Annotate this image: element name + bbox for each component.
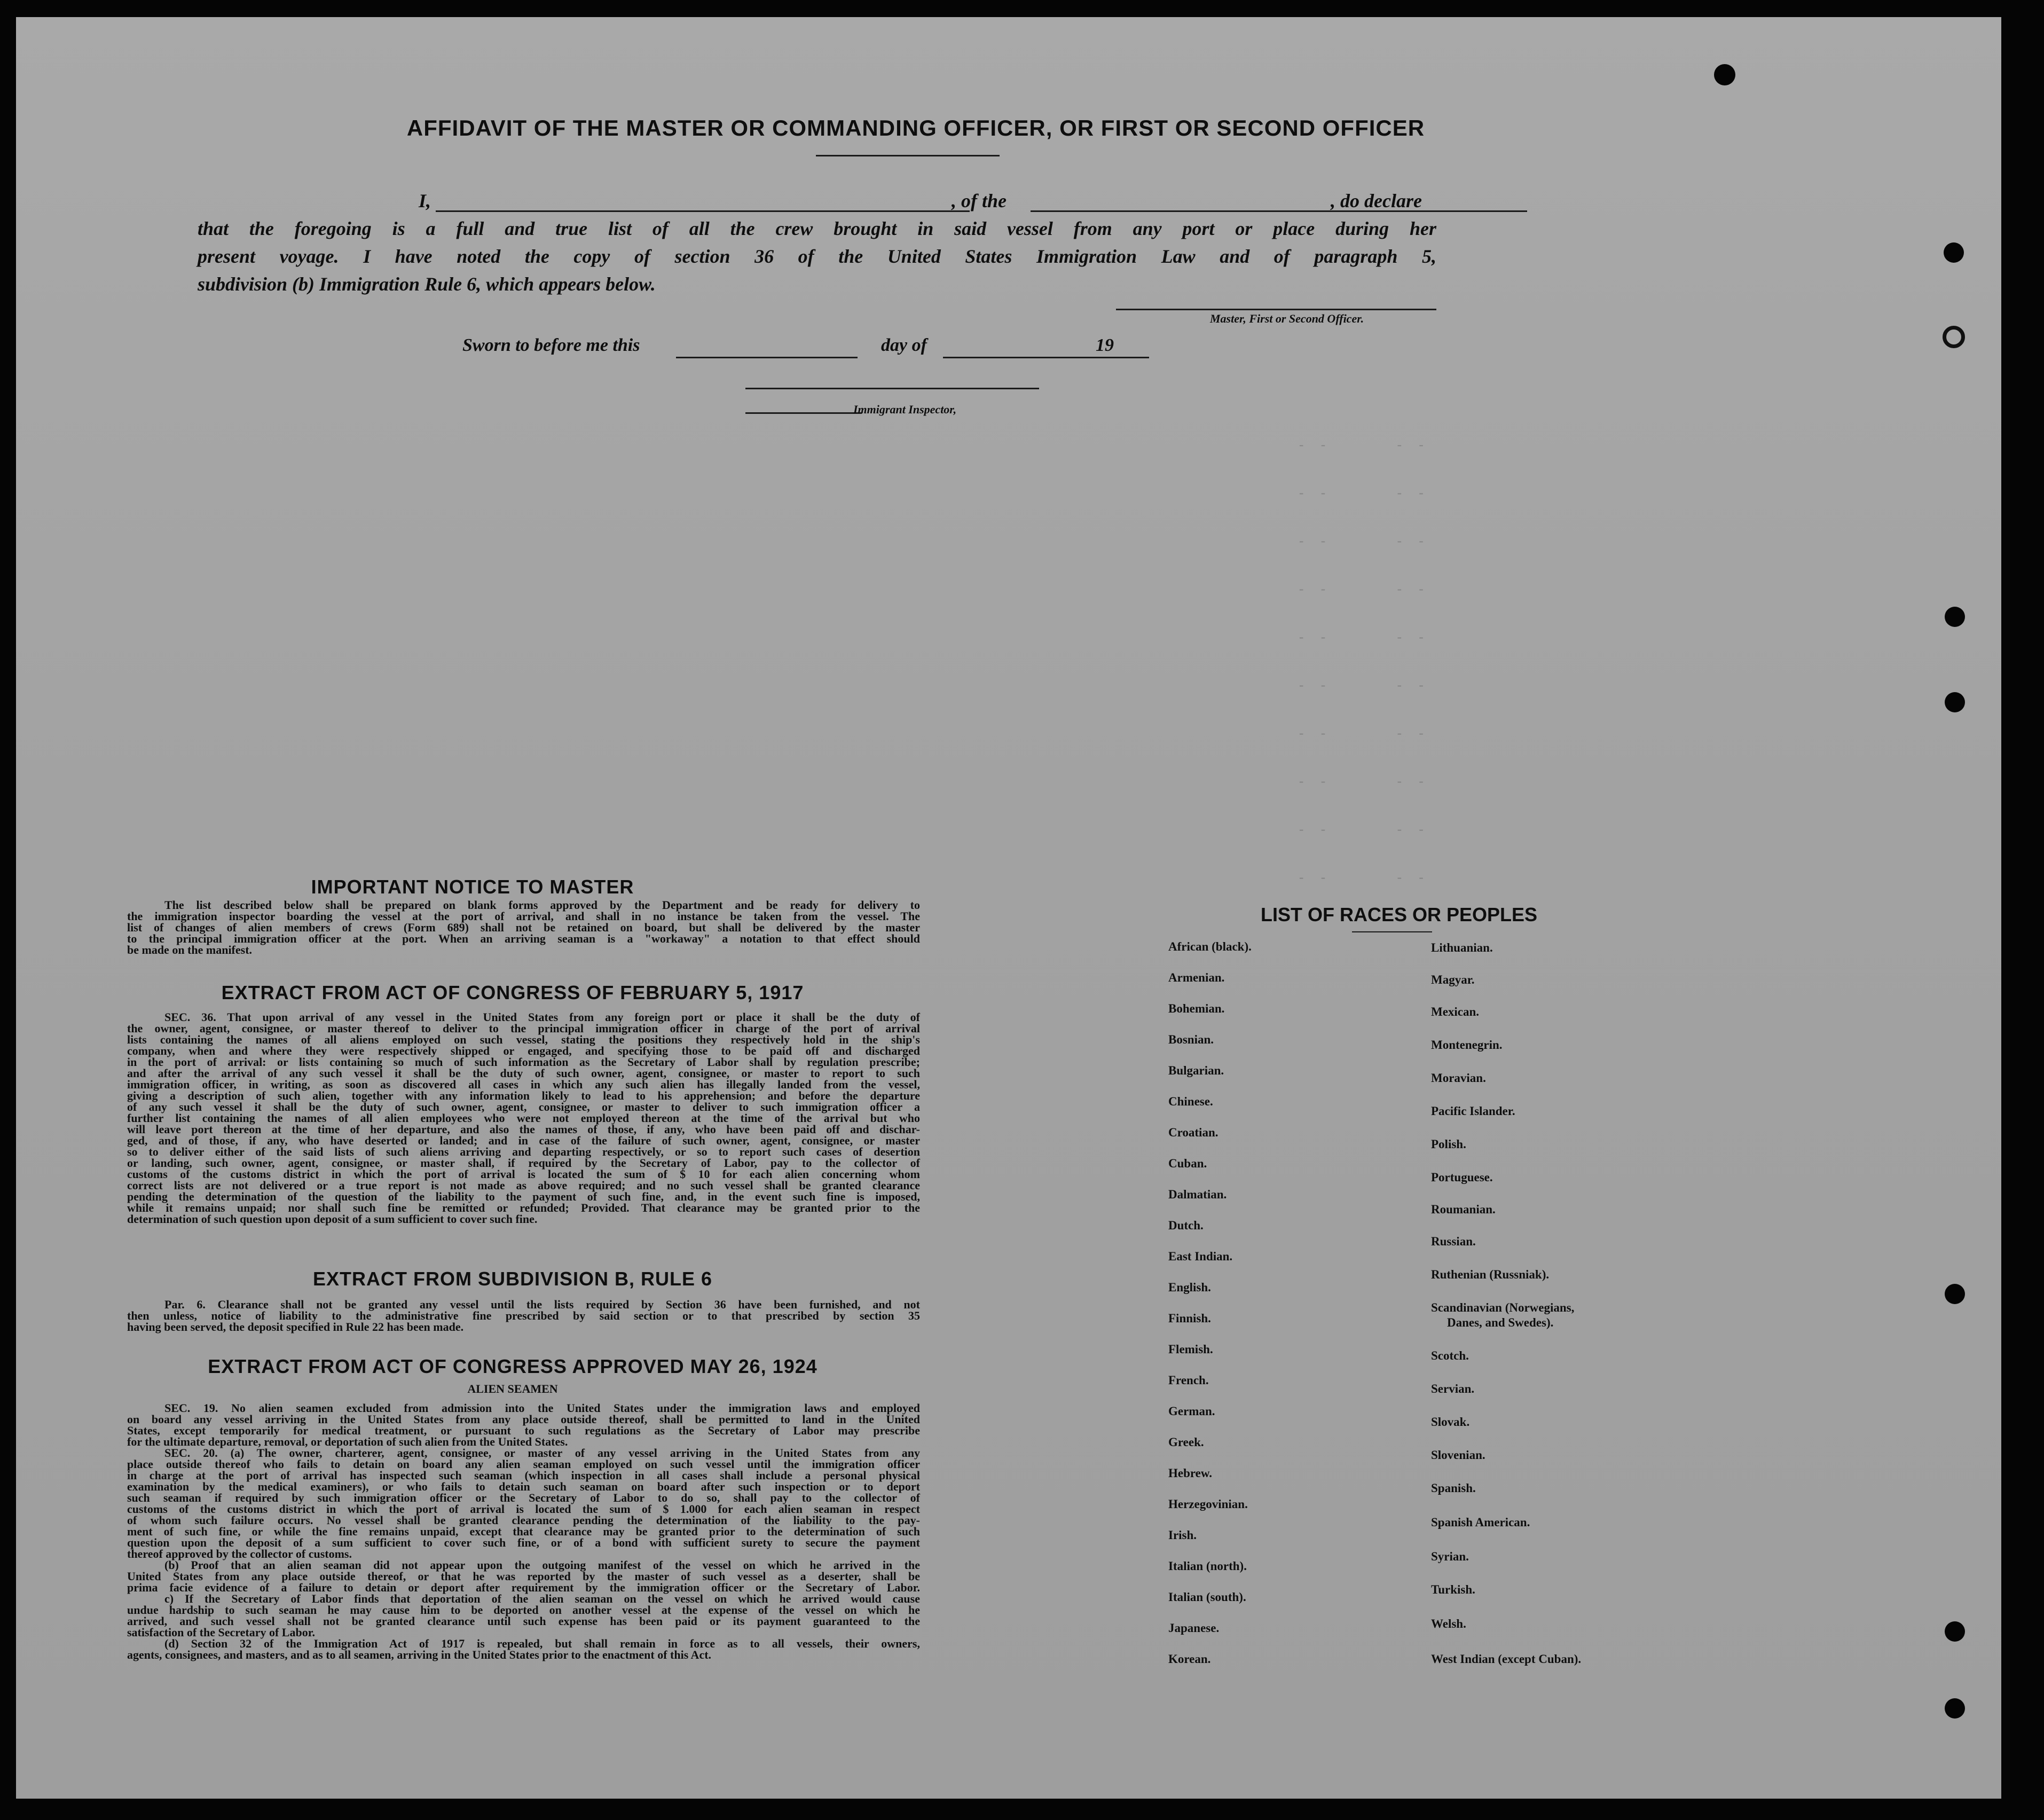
race-item: Slovenian. <box>1431 1448 1485 1462</box>
bleed-through-marks: - - - - <box>1298 583 1428 598</box>
act1917-title: EXTRACT FROM ACT OF CONGRESS OF FEBRUARY 5, 1917 <box>221 982 804 1003</box>
race-item: Moravian. <box>1431 1071 1486 1085</box>
race-item: Polish. <box>1431 1138 1466 1151</box>
race-item: East Indian. <box>1168 1250 1233 1263</box>
race-item: English. <box>1168 1281 1211 1294</box>
race-item: Finnish. <box>1168 1312 1211 1325</box>
race-item: Scotch. <box>1431 1349 1469 1362</box>
act1924-line: thereof approved by the collector of customs. <box>127 1547 352 1560</box>
day-of-label: day of <box>881 335 927 355</box>
race-item: Lithuanian. <box>1431 941 1493 954</box>
title-underline <box>816 155 1000 156</box>
race-item: Bohemian. <box>1168 1002 1225 1015</box>
act1917-line: of any such vessel it shall be the duty of such owner, agent, consignee, or master to deliver to such immigration officer a <box>127 1100 920 1113</box>
act1924-line: United States from any place outside thereof, or that he was reported by the master of such vessel as a deserter, shall be <box>127 1570 920 1583</box>
race-item: Scandinavian (Norwegians, <box>1431 1301 1575 1314</box>
race-item: Korean. <box>1168 1652 1211 1666</box>
bleed-through-marks: - - - - <box>1298 439 1428 453</box>
bleed-through-marks: - - - - <box>1298 679 1428 694</box>
act1924-line: prima facie evidence of a failure to detain or deport after requirement by the immigration officer or the Secretary of Labor. <box>127 1581 920 1594</box>
race-item: West Indian (except Cuban). <box>1431 1652 1582 1666</box>
act1917-line: further list containing the names of all alien employees who were not employed thereon at the time of the arrival but who <box>127 1111 920 1125</box>
bleed-through-marks: - - - - <box>1298 631 1428 646</box>
race-item: Croatian. <box>1168 1126 1218 1139</box>
races-title: LIST OF RACES OR PEOPLES <box>1260 904 1538 925</box>
act1924-line: c) If the Secretary of Labor finds that deportation of the alien seaman on the vessel on which he arrived would cause <box>164 1592 920 1605</box>
act1924-line: undue hardship to such seaman he may cause him to be deported on another vessel at the expense of the vessel on which he <box>127 1603 920 1617</box>
act1917-line: and after the arrival of any such vessel it shall be the duty of such owner, agent, consignee, or master to report to such <box>127 1066 920 1080</box>
race-item: Welsh. <box>1431 1617 1466 1630</box>
race-item: Pacific Islander. <box>1431 1104 1515 1118</box>
punch-hole <box>1943 326 1965 348</box>
inspector-short-line <box>745 412 862 414</box>
race-item: Portuguese. <box>1431 1171 1493 1184</box>
act1924-line: question upon the deposit of a sum sufficient to cover such fine, or of a bond with sufficient surety to secure the payment <box>127 1536 920 1549</box>
notice-line: The list described below shall be prepared on blank forms approved by the Department and be ready for delivery to <box>164 898 920 912</box>
race-item: Flemish. <box>1168 1343 1213 1356</box>
act1924-line: of whom such failure occurs. No vessel shall be granted clearance pending the determination of the liability to the pay- <box>127 1513 920 1527</box>
races-title-underline <box>1352 931 1432 932</box>
act1924-line: in charge at the port of arrival has inspected such seaman (which inspection in all cases shall include a personal physical <box>127 1469 920 1482</box>
race-item: Herzegovinian. <box>1168 1497 1248 1511</box>
act1917-line: ged, and of those, if any, who have deserted or landed; and in case of the failure of such owner, agent, consignee, or master <box>127 1134 920 1147</box>
act1924-line: place outside thereof who fails to detain on board any alien seaman employed on such vessel until the immigration officer <box>127 1457 920 1471</box>
punch-hole <box>1945 692 1965 712</box>
sworn-line <box>462 335 1210 362</box>
affidavit-title: AFFIDAVIT OF THE MASTER OR COMMANDING OFFICER, OR FIRST OR SECOND OFFICER <box>406 115 1425 140</box>
punch-hole <box>1945 1621 1965 1642</box>
vessel-field[interactable] <box>1031 194 1527 212</box>
declaration-line-3: present voyage. I have noted the copy of section 36 of the United States Immigration Law and of paragraph 5, <box>198 246 1436 267</box>
notice-line: to the principal immigration officer at the port. When an arriving seaman is a "workaway" a notation to that effect should <box>127 932 920 945</box>
do-declare-label: , do declare <box>1331 190 1422 211</box>
race-item: French. <box>1168 1374 1209 1387</box>
act1917-line: giving a description of such alien, together with any information likely to lead to his apprehension; and before the departure <box>127 1089 920 1102</box>
act1924-line: (b) Proof that an alien seaman did not appear upon the outgoing manifest of the vessel on which he arrived in the <box>164 1558 920 1572</box>
act1917-line: correct lists are not delivered or a true report is not made as above required; and no such vessel shall be granted clearance <box>127 1179 920 1192</box>
notice-line: list of changes of alien members of crews (Form 689) shall not be retained on board, but shall be delivered by the master <box>127 921 920 934</box>
affidavit-declaration <box>198 187 1436 298</box>
race-item: Armenian. <box>1168 971 1225 984</box>
act1924-line: on board any vessel arriving in the United States from any place outside thereof, shall be permitted to land in the United <box>127 1413 920 1426</box>
act1917-line: determination of such question upon deposit of a sum sufficient to cover such fine. <box>127 1212 538 1226</box>
act1917-body <box>127 1011 920 1225</box>
act1917-line: customs of the customs district in which the port of arrival is located the sum of $ 10 for each alien concerning whom <box>127 1167 920 1181</box>
name-field[interactable] <box>436 194 970 212</box>
declaration-line-1 <box>198 187 1436 215</box>
act1917-line: company, when and where they were respectively shipped or engaged, and specifying those to be paid off and discharged <box>127 1044 920 1057</box>
act1917-line: pending the determination of the question of the liability to the payment of such fine, and, in the event such fine is imposed, <box>127 1190 920 1203</box>
race-item: Slovak. <box>1431 1415 1470 1429</box>
punch-hole <box>1944 242 1964 263</box>
act1917-line: the owner, agent, consignee, or master thereof to deliver to the principal immigration officer in charge of the port of arrival <box>127 1022 920 1035</box>
bleed-through-marks: - - - - <box>1298 775 1428 790</box>
sworn-month-field[interactable] <box>943 341 1119 358</box>
notice-title: IMPORTANT NOTICE TO MASTER <box>311 876 634 898</box>
act1924-line: such seaman if required by such immigration officer or the Secretary of Labor to do so, shall pay to the collector of <box>127 1491 920 1504</box>
bleed-through-marks: - - - - <box>1298 535 1428 550</box>
race-item: African (black). <box>1168 940 1252 953</box>
act1924-line: for the ultimate departure, removal, or deportation of such alien from the United States. <box>127 1435 568 1448</box>
race-item: Roumanian. <box>1431 1203 1496 1216</box>
act1924-line: examination by the medical examiners), or who fails to detain such seaman on board after such inspection or to deport <box>127 1480 920 1493</box>
race-item: Bulgarian. <box>1168 1064 1224 1077</box>
act1917-line: lists containing the names of all aliens employed on such vessel, stating the positions they respectively hold in the ship's <box>127 1033 920 1046</box>
race-item: Bosnian. <box>1168 1033 1214 1046</box>
act1924-line: satisfaction of the Secretary of Labor. <box>127 1626 315 1639</box>
act1924-line: arrived, and such vessel shall not be granted clearance until such expense has been paid or its payment guaranteed to the <box>127 1614 920 1628</box>
bleed-through-marks: - - - - <box>1298 487 1428 501</box>
act1917-line: while it remains unpaid; nor shall such fine be remitted or refunded; Provided. That clearance may be granted prior to the <box>127 1201 920 1214</box>
race-item: Dutch. <box>1168 1219 1204 1232</box>
act1917-line: will leave port thereon at the time of her departure, and also the names of those, if any, who have been paid off and dischar- <box>127 1123 920 1136</box>
notice-body <box>127 899 920 955</box>
race-item: Montenegrin. <box>1431 1038 1503 1052</box>
act1917-line: or landing, such owner, agent, consignee, or master shall, if required by the Secretary of Labor, pay to the collector of <box>127 1156 920 1170</box>
act1924-subtitle: ALIEN SEAMEN <box>467 1382 558 1395</box>
race-item: Syrian. <box>1431 1550 1469 1563</box>
rule6-line: having been served, the deposit specified in Rule 22 has been made. <box>127 1320 464 1333</box>
document-page <box>16 17 2001 1799</box>
act1917-line: SEC. 36. That upon arrival of any vessel in the United States from any foreign port or place it shall be the duty of <box>164 1010 920 1024</box>
act1924-line: SEC. 20. (a) The owner, charterer, agent, consignee, or master of any vessel arriving in the United States from any <box>164 1446 920 1460</box>
bleed-through-marks: - - - - <box>1298 823 1428 838</box>
rule6-title: EXTRACT FROM SUBDIVISION B, RULE 6 <box>312 1268 713 1290</box>
race-item: Mexican. <box>1431 1005 1480 1018</box>
i-label: I, <box>419 190 431 211</box>
act1924-line: (d) Section 32 of the Immigration Act of 1917 is repealed, but shall remain in force as to all vessels, their owners, <box>164 1637 920 1650</box>
notice-line: be made on the manifest. <box>127 943 253 956</box>
act1917-line: in the port of arrival: or lists containing so much of such information as the Secretary of Labor shall by regulation prescribe; <box>127 1055 920 1069</box>
year-prefix: 19 <box>1096 335 1114 355</box>
sworn-label: Sworn to before me this <box>462 335 640 355</box>
bleed-through-marks: - - - - <box>1298 872 1428 886</box>
declaration-line-2: that the foregoing is a full and true list of all the crew brought in said vessel from any port or place during her <box>198 218 1436 239</box>
race-item: Dalmatian. <box>1168 1188 1227 1201</box>
inspector-caption: Immigrant Inspector, <box>853 403 957 416</box>
sworn-year-field[interactable] <box>1119 341 1149 358</box>
race-item: Japanese. <box>1168 1621 1220 1635</box>
race-item: Magyar. <box>1431 973 1475 986</box>
act1917-line: so to deliver either of the said lists of such aliens arriving and departing respectively, or so to report such cases of desertion <box>127 1145 920 1158</box>
act1924-line: ment of such fine, or while the fine remains unpaid, except that clearance may be granted prior to the determination of such <box>127 1525 920 1538</box>
sworn-day-field[interactable] <box>676 341 858 358</box>
act1924-line: customs of the customs district in which the port of arrival is located the sum of $ 1.000 for each alien seaman in respect <box>127 1502 920 1516</box>
race-item: Spanish. <box>1431 1481 1476 1495</box>
race-item: Russian. <box>1431 1235 1476 1248</box>
master-caption: Master, First or Second Officer. <box>1210 312 1364 325</box>
rule6-body <box>127 1299 920 1332</box>
act1924-line: agents, consignees, and masters, and as to all seamen, arriving in the United States prior to the enactment of this Act. <box>127 1648 712 1661</box>
race-item: Italian (south). <box>1168 1590 1246 1604</box>
master-signature-line[interactable] <box>1116 309 1436 310</box>
race-item: Chinese. <box>1168 1095 1213 1108</box>
race-item: Hebrew. <box>1168 1466 1212 1480</box>
race-item: German. <box>1168 1405 1215 1418</box>
race-item: Irish. <box>1168 1528 1197 1542</box>
notice-line: the immigration inspector boarding the vessel at the port of arrival, and shall in no instance be taken from the vessel. The <box>127 909 920 923</box>
race-item: Greek. <box>1168 1435 1204 1449</box>
race-item-continuation: Danes, and Swedes). <box>1447 1316 1554 1329</box>
rule6-line: then unless, notice of liability to the administrative fine prescribed by said section or to that prescribed by section 35 <box>127 1309 920 1322</box>
rule6-line: Par. 6. Clearance shall not be granted any vessel until the lists required by Section 36 have been furnished, and not <box>164 1298 920 1311</box>
inspector-signature-line[interactable] <box>745 388 1039 389</box>
act1924-line: States, except temporarily for medical treatment, or pursuant to such regulations as the Secretary of Labor may prescribe <box>127 1424 920 1437</box>
act1924-title: EXTRACT FROM ACT OF CONGRESS APPROVED MAY 26, 1924 <box>208 1355 817 1377</box>
punch-hole <box>1945 1284 1965 1304</box>
race-item: Cuban. <box>1168 1157 1207 1170</box>
punch-hole <box>1945 1698 1965 1719</box>
punch-hole <box>1714 64 1735 85</box>
bleed-through-marks: - - - - <box>1298 727 1428 742</box>
declaration-line-4: subdivision (b) Immigration Rule 6, which appears below. <box>198 273 656 295</box>
act1917-line: immigration officer, in writing, as soon as discovered all cases in which any such alien has illegally landed from the vessel, <box>127 1078 920 1091</box>
race-item: Servian. <box>1431 1382 1475 1395</box>
act1924-body <box>127 1402 920 1660</box>
punch-hole <box>1945 607 1965 627</box>
race-item: Ruthenian (Russniak). <box>1431 1268 1550 1281</box>
race-item: Spanish American. <box>1431 1516 1530 1529</box>
of-the-label: , of the <box>952 190 1007 211</box>
race-item: Turkish. <box>1431 1583 1475 1596</box>
act1924-line: SEC. 19. No alien seamen excluded from admission into the United States under the immigration laws and employed <box>164 1401 920 1415</box>
race-item: Italian (north). <box>1168 1559 1247 1573</box>
